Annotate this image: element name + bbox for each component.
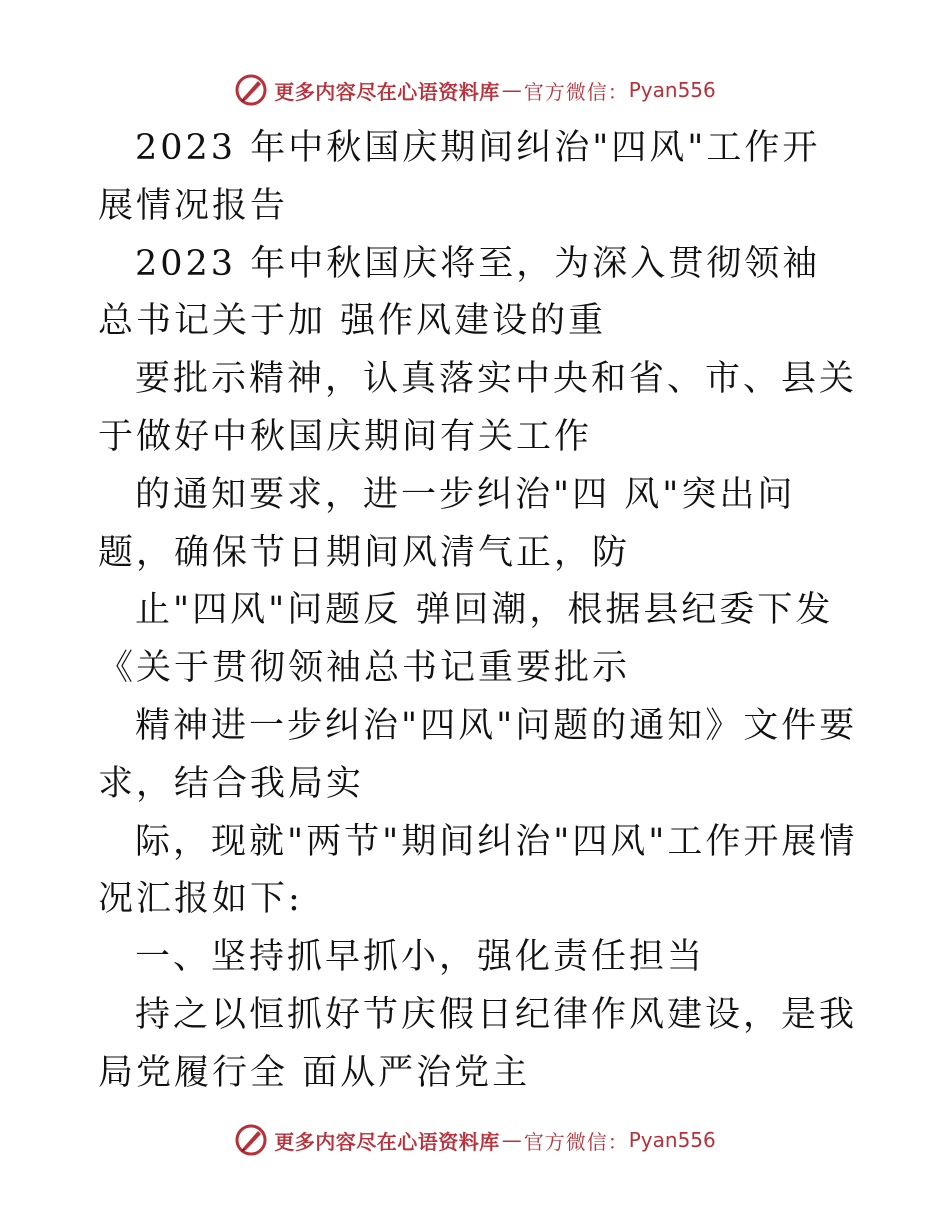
paragraph: 的通知要求，进一步纠治"四 风"突出问题，确保节日期间风清气正，防 <box>98 474 796 573</box>
watermark-separator: — <box>501 78 522 102</box>
watermark-separator: — <box>501 1128 522 1152</box>
watermark-wechat-id: Pyan556 <box>628 78 716 102</box>
watermark-banner-top <box>0 70 950 110</box>
watermark-label: 官方微信： <box>523 79 629 104</box>
quill-pen-circle-icon <box>234 1123 268 1157</box>
watermark-banner-bottom <box>0 1120 950 1160</box>
document-title: 2023 年中秋国庆期间纠治"四风"工作开展情况报告 <box>98 128 821 226</box>
watermark-main-text: 更多内容尽在心语资料库 <box>274 79 500 104</box>
paragraph: 持之以恒抓好节庆假日纪律作风建设，是我局党履行全 面从严治党主 <box>98 994 858 1093</box>
paragraph: 要批示精神，认真落实中央和省、市、县关 于做好中秋国庆期间有关工作 <box>98 359 858 457</box>
section-heading: 一、坚持抓早抓小，强化责任担当 <box>135 937 706 978</box>
paragraph: 精神进一步纠治"四风"问题的通知》文件要求，结合我局实 <box>98 705 858 804</box>
paragraph: 止"四风"问题反 弹回潮，根据县纪委下发《关于贯彻领袖总书记重要批示 <box>98 590 834 689</box>
paragraph: 际，现就"两节"期间纠治"四风"工作开展情况汇报如下: <box>98 821 858 920</box>
watermark-wechat-id: Pyan556 <box>628 1128 716 1152</box>
quill-pen-circle-icon <box>234 73 268 107</box>
watermark-label: 官方微信： <box>523 1129 629 1154</box>
paragraph: 2023 年中秋国庆将至，为深入贯彻领袖总书记关于加 强作风建设的重 <box>98 243 821 342</box>
document-body <box>98 120 858 1103</box>
watermark-main-text: 更多内容尽在心语资料库 <box>274 1129 500 1154</box>
